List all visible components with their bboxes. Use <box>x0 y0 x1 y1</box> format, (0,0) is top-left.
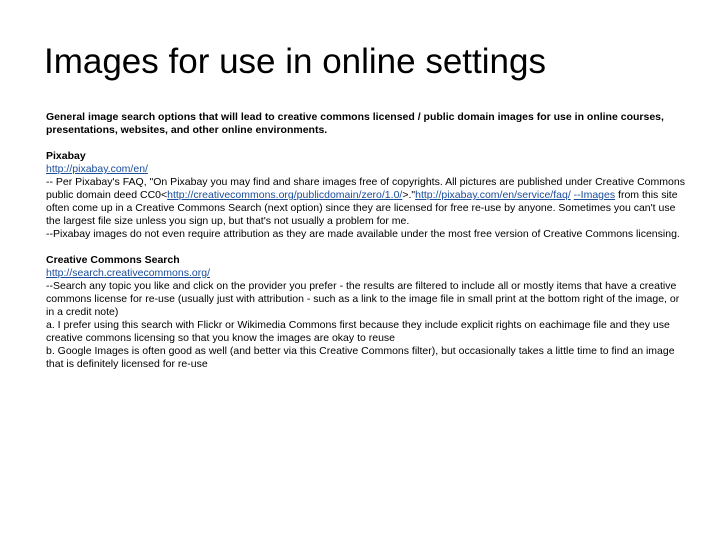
pixabay-url-line <box>46 163 686 176</box>
slide-body <box>46 111 686 371</box>
cc-search-note-a: a. I prefer using this search with Flickr or Wikimedia Commons first because they include explicit rights on eachimage file and they use creative commons licensing so that you know the images are okay to reuse <box>46 319 670 344</box>
pixabay-faq-text: -- Per Pixabay's FAQ, "On Pixabay you may find and share images free of copyrights. All pictures are published under Creative Commons public domain deed CC0< <box>46 176 685 201</box>
cc-search-note-b: b. Google Images is often good as well (and better via this Creative Commons filter), but occasionally takes a little time to find an image that is definitely licensed for re-use <box>46 345 675 370</box>
cc0-link[interactable]: http://creativecommons.org/publicdomain/zero/1.0/ <box>167 189 403 201</box>
pixabay-faq-paragraph <box>46 176 686 228</box>
pixabay-link[interactable]: http://pixabay.com/en/ <box>46 163 148 175</box>
pixabay-faq-link[interactable]: http://pixabay.com/en/service/faq/ <box>415 189 571 201</box>
pixabay-attribution-note: --Pixabay images do not even require attribution as they are made available under the most free version of Creative Commons licensing. <box>46 228 680 240</box>
intro-text: General image search options that will lead to creative commons licensed / public domain images for use in online courses, presentations, websites, and other online environments. <box>46 111 664 136</box>
slide-title: Images for use in online settings <box>44 42 546 81</box>
cc-search-heading: Creative Commons Search <box>46 254 180 266</box>
pixabay-faq-close: >." <box>402 189 416 201</box>
images-link[interactable]: --Images <box>573 189 616 201</box>
cc-search-link[interactable]: http://search.creativecommons.org/ <box>46 267 210 279</box>
cc-search-url-line <box>46 267 686 280</box>
spacer <box>46 137 686 150</box>
spacer <box>46 241 686 254</box>
pixabay-heading: Pixabay <box>46 150 86 162</box>
cc-search-note: --Search any topic you like and click on the provider you prefer - the results are filtered to include all or mostly items that have a creative commons license for re-use (usually just with attribution - such as a link to the image file in small print at the bottom right of the image, or in a credit note) <box>46 280 680 318</box>
pixabay-reuse-text: from this site often come up in a Creative Commons Search (next option) since they are licensed for free re-use by anyone. Sometimes you can't use the largest file size unless you sign up, but that's not usually a problem for me. <box>46 189 678 227</box>
